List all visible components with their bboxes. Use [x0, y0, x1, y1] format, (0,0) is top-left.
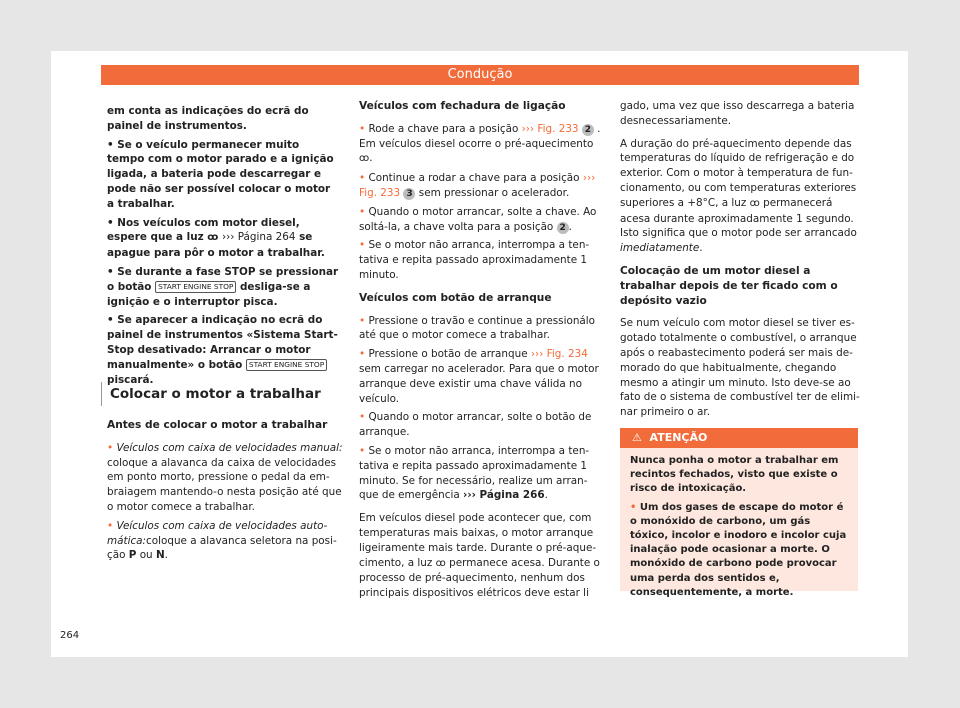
column-3: [620, 99, 860, 428]
column-1-body: [107, 418, 347, 571]
item-text: Continue a rodar a chave para a posição: [368, 172, 580, 185]
item-label: Veículos com caixa de velocidades automática:: [107, 519, 328, 547]
warning-text: Um dos gases de escape do motor é o monóxido de carbono, um gás tóxico, incolor e inodoro e incolor cuja inalação pode ocasionar a morte. O monóxido de carbono pode provocar uma perda dos sentidos e, consequentemente, a morte.: [630, 501, 847, 598]
note-bullet: • Nos veículos com motor diesel, espere que a luz ꝏ ››› Página 264 se apague para pôr o motor a trabalhar.: [107, 216, 325, 260]
note-bullet: • Se o veículo permanecer muito tempo com o motor parado e a ignição ligada, a bateria pode descarregar e pode não ser possível colocar o motor a trabalhar.: [107, 138, 334, 210]
list-item: • Continue a rodar a chave para a posição ››› Fig. 233 3 sem pressionar o acelerador.: [359, 172, 596, 199]
list-item: • Pressione o botão de arranque ››› Fig. 234 sem carregar no acelerador. Para que o motor arranque deve existir uma chave válida no veículo.: [359, 348, 599, 405]
callout-number: 2: [557, 222, 569, 234]
note-text: Se aparecer a indicação no ecrã do painel de instrumentos «Sistema Start-Stop desativado: Arrancar o motor manualmente» o botão: [107, 314, 338, 371]
warning-triangle-icon: ⚠: [632, 431, 642, 444]
glow-plug-icon: ꝏ: [359, 153, 370, 165]
item-text: .: [164, 549, 168, 562]
warning-title: ATENÇÃO: [649, 431, 708, 444]
warning-bullet: • Um dos gases de escape do motor é o monóxido de carbono, um gás tóxico, incolor e inodoro e incolor cuja inalação pode ocasionar a morte. O monóxido de carbono pode provocar uma perda dos sentidos e, consequentemente, a morte.: [630, 501, 847, 598]
subheading: Colocação de um motor diesel a trabalhar depois de ter ficado com o depósito vazio: [620, 264, 838, 307]
subheading: Antes de colocar o motor a trabalhar: [107, 419, 328, 431]
warning-text: Nunca ponha o motor a trabalhar em recintos fechados, visto que existe o risco de intoxicação.: [630, 455, 839, 495]
item-text: Se o motor não arranca, interrompa a tentativa e repita passado aproximadamente 1 minuto.: [359, 239, 590, 281]
page-reference-link[interactable]: ››› Página 266: [463, 489, 545, 502]
paragraph-text: Em veículos diesel pode acontecer que, com temperaturas mais baixas, o motor arranque ligeiramente mais tarde. Durante o pré-aquecimento, a luz: [359, 512, 597, 569]
subheading: Veículos com botão de arranque: [359, 291, 552, 304]
item-text: Se o motor não arranca, interrompa a tentativa e repita passado aproximadamente 1 minuto. Se for necessário, realize um arranque de emergência: [359, 444, 590, 502]
paragraph: [359, 511, 603, 601]
gear-p: P: [128, 549, 137, 562]
list-item: • Veículos com caixa de velocidades automática:coloque a alavanca seletora na posição P ou N.: [107, 519, 337, 562]
item-text: Quando o motor arrancar, solte o botão de arranque.: [359, 411, 592, 439]
paragraph-text: permanece acesa. Durante o processo de pré-aquecimento, nenhum dos principais dispositivos elétricos deve estar li: [359, 556, 600, 600]
warning-box: [620, 428, 858, 598]
note-text: se apague para pôr o motor a trabalhar.: [107, 231, 325, 260]
figure-reference-link[interactable]: ››› Fig. 233: [359, 172, 596, 199]
callout-number: 2: [582, 124, 594, 136]
note-text: piscará.: [107, 373, 154, 386]
start-engine-stop-key: START ENGINE STOP: [155, 281, 236, 293]
figure-reference-link[interactable]: ››› Fig. 234: [530, 348, 588, 361]
item-text: Pressione o travão e continue a pressionálo até que o motor comece a trabalhar.: [359, 314, 596, 342]
note-continuation: em conta as indicações do ecrã do painel de instrumentos.: [107, 105, 309, 132]
note-text: Se durante a fase STOP se pressionar o botão: [107, 265, 339, 293]
figure-reference-link[interactable]: ››› Fig. 233: [521, 122, 579, 135]
item-text: Quando o motor arrancar, solte a chave. Ao soltá-la, a chave volta para a posição: [359, 205, 597, 233]
start-engine-stop-key: START ENGINE STOP: [246, 359, 327, 371]
paragraph: A duração do pré-aquecimento depende das temperaturas do líquido de refrigeração e do exterior. Com o motor à temperatura de funcionamento, ou com temperaturas exteriores superiores a +8°C, a luz ꝏ permanecerá acesa durante aproximadamente 1 segundo. Isto significa que o motor pode ser arrancado imediatamente.: [620, 137, 857, 255]
item-text: coloque a alavanca seletora na posição: [107, 534, 337, 562]
paragraph-text: permanecerá acesa durante aproximadamente 1 segundo. Isto significa que o motor pode ser arrancado: [620, 196, 857, 240]
note-bullet: • Se aparecer a indicação no ecrã do painel de instrumentos «Sistema Start-Stop desativado: Arrancar o motor manualmente» o botão START ENGINE STOP piscará.: [107, 314, 338, 386]
glow-plug-icon: ꝏ: [435, 557, 446, 569]
list-item: • Se o motor não arranca, interrompa a tentativa e repita passado aproximadamente 1 minuto.: [359, 239, 590, 281]
subheading: Veículos com fechadura de ligação: [359, 100, 566, 112]
note-bullet: • Se durante a fase STOP se pressionar o botão START ENGINE STOP desliga-se a ignição e o interruptor pisca.: [107, 265, 339, 308]
list-item: • Pressione o travão e continue a pressionálo até que o motor comece a trabalhar.: [359, 314, 596, 342]
page-reference-link[interactable]: ››› Página 264: [221, 231, 296, 244]
note-text: Se o veículo permanecer muito tempo com o motor parado e a ignição ligada, a bateria pode descarregar e pode não ser possível colocar o motor a trabalhar.: [107, 138, 334, 210]
note-text: desliga-se a ignição e o interruptor pisca.: [107, 280, 311, 308]
item-text: . Em veículos diesel ocorre o pré-aquecimento: [359, 122, 601, 150]
list-item: • Quando o motor arrancar, solte a chave. Ao soltá-la, a chave volta para a posição 2 .: [359, 205, 597, 233]
section-title: Colocar o motor a trabalhar: [101, 382, 350, 406]
list-item: • Veículos com caixa de velocidades manual: coloque a alavanca da caixa de velocidades em ponto morto, pressione o pedal da embraiagem mantendo-o nesta posição até que o motor comece a trabalhar.: [107, 441, 343, 513]
paragraph-text: imediatamente: [620, 242, 700, 255]
item-text: sem pressionar o acelerador.: [418, 186, 570, 199]
callout-number: 3: [403, 188, 415, 200]
warning-body: [620, 448, 858, 600]
list-item: • Rode a chave para a posição ››› Fig. 233 2 . Em veículos diesel ocorre o pré-aquecimento ꝏ.: [359, 122, 601, 165]
item-label: Veículos com caixa de velocidades manual:: [116, 441, 343, 454]
paragraph: gado, uma vez que isso descarrega a bateria desnecessariamente.: [620, 100, 855, 127]
note-text: Nos veículos com motor diesel, espere que a luz: [107, 216, 300, 244]
column-1-notes: [107, 104, 339, 391]
chapter-header: Condução: [101, 65, 859, 85]
paragraph-text: A duração do pré-aquecimento depende das temperaturas do líquido de refrigeração e do exterior. Com o motor à temperatura de funcionamento, ou com temperaturas exteriores superiores a +8°C, a luz: [620, 137, 857, 209]
warning-header: [620, 428, 858, 448]
list-item: • Quando o motor arrancar, solte o botão de arranque.: [359, 411, 592, 439]
item-text: sem carregar no acelerador. Para que o motor arranque deve existir uma chave válida no veículo.: [359, 362, 599, 405]
item-text: coloque a alavanca da caixa de velocidades em ponto morto, pressione o pedal da embraiagem mantendo-o nesta posição até que o motor comece a trabalhar.: [107, 456, 342, 513]
item-text: Rode a chave para a posição: [368, 122, 519, 135]
glow-plug-icon: ꝏ: [207, 232, 219, 244]
list-item: • Se o motor não arranca, interrompa a tentativa e repita passado aproximadamente 1 minuto. Se for necessário, realize um arranque de emergência ››› Página 266.: [359, 444, 590, 502]
item-text: ou: [139, 549, 153, 562]
paragraph: Se num veículo com motor diesel se tiver esgotado totalmente o combustível, o arranque após o reabastecimento poderá ser mais demorado do que habitualmente, chegando mesmo a atingir um minuto. Isto deve-se ao fato de o sistema de combustível ter de eliminar primeiro o ar.: [620, 317, 860, 419]
page-number: 264: [60, 630, 80, 641]
glow-plug-icon: ꝏ: [749, 197, 760, 209]
item-text: Pressione o botão de arranque: [368, 348, 528, 361]
column-2: [359, 99, 603, 609]
gear-n: N: [155, 549, 165, 562]
